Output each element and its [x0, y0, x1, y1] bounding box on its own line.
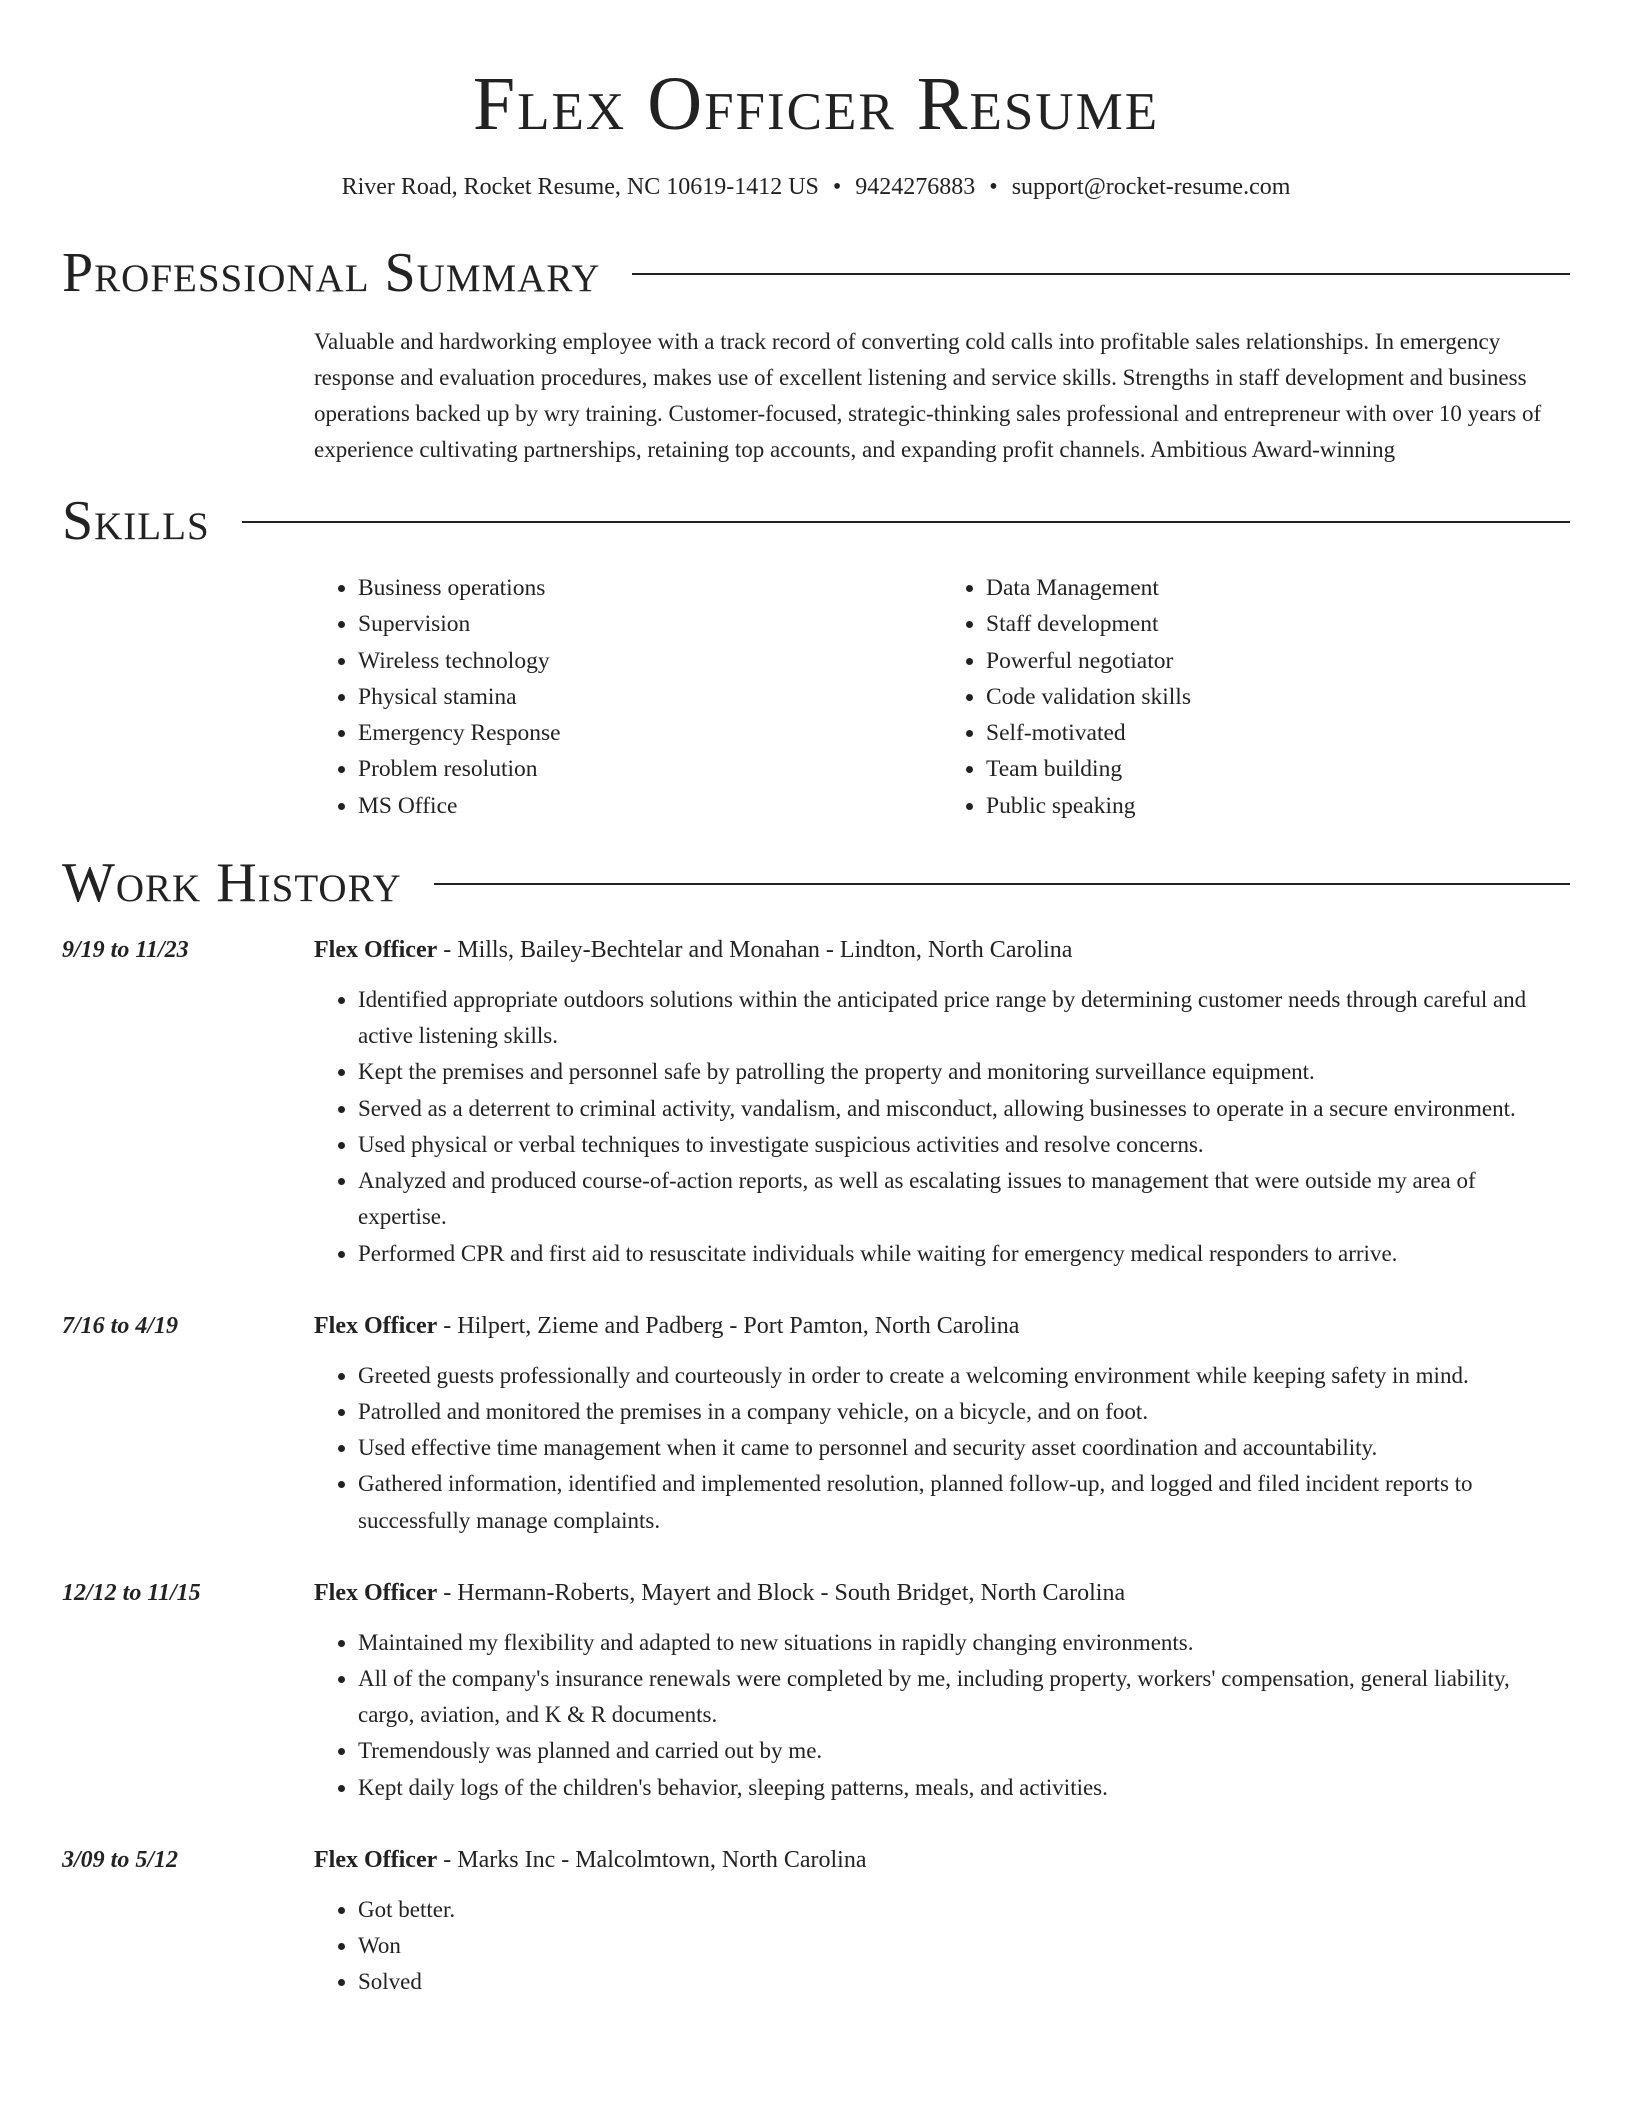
job-entry	[62, 1308, 1570, 1539]
job-bullet: • Performed CPR and first aid to resuscitate individuals while waiting for emergency medical responders to arrive.	[358, 1236, 1570, 1272]
job-body	[314, 1575, 1570, 1806]
job-body	[314, 932, 1570, 1272]
job-company: - Mills, Bailey-Bechtelar and Monahan - Lindton, North Carolina	[437, 937, 1073, 964]
job-bullet: • Tremendously was planned and carried out by me.	[358, 1733, 1570, 1769]
skill-item: • Problem resolution	[358, 751, 942, 787]
job-bullet: • Solved	[358, 1964, 1570, 2000]
job-bullets	[314, 982, 1570, 1272]
job-dates: 9/19 to 11/23	[62, 937, 189, 964]
job-title-line	[314, 1842, 1570, 1878]
skill-item: • Self-motivated	[986, 715, 1570, 751]
job-bullet: • Used physical or verbal techniques to investigate suspicious activities and resolve concerns.	[358, 1127, 1570, 1163]
job-body	[314, 1308, 1570, 1539]
job-title-line	[314, 1308, 1570, 1344]
resume-title: Flex Officer Resume	[472, 62, 1160, 146]
contact-email[interactable]: support@rocket-resume.com	[1011, 174, 1291, 200]
contact-phone: 9424276883	[855, 174, 976, 200]
skills-column-right	[942, 570, 1570, 824]
job-company: - Hermann-Roberts, Mayert and Block - South Bridget, North Carolina	[437, 1579, 1126, 1606]
summary-heading: Professional Summary	[62, 242, 601, 304]
section-divider	[434, 883, 1570, 885]
job-entry	[62, 1575, 1570, 1806]
skill-item: • Supervision	[358, 606, 942, 642]
skills-column-left	[314, 570, 942, 824]
work-heading: Work History	[62, 852, 402, 915]
skills-heading: Skills	[62, 490, 210, 552]
skill-item: • Team building	[986, 751, 1570, 787]
job-bullet: • Got better.	[358, 1892, 1570, 1928]
job-bullets	[314, 1358, 1570, 1539]
skill-item: • Physical stamina	[358, 679, 942, 715]
job-company: - Marks Inc - Malcolmtown, North Carolina	[437, 1846, 867, 1873]
skill-item: • Wireless technology	[358, 643, 942, 679]
job-bullet: • Greeted guests professionally and courteously in order to create a welcoming environment while keeping safety in mind.	[358, 1358, 1570, 1394]
job-bullet: • Kept daily logs of the children's behavior, sleeping patterns, meals, and activities.	[358, 1770, 1570, 1806]
job-bullet: • Used effective time management when it came to personnel and security asset coordination and accountability.	[358, 1430, 1570, 1466]
section-divider	[242, 521, 1570, 523]
job-bullet: • Kept the premises and personnel safe by patrolling the property and monitoring surveillance equipment.	[358, 1054, 1570, 1090]
skill-item: • Public speaking	[986, 788, 1570, 824]
job-bullets	[314, 1892, 1570, 2001]
job-role: Flex Officer	[314, 937, 438, 964]
job-role: Flex Officer	[314, 1579, 438, 1606]
job-entry	[62, 932, 1570, 1272]
skills-section-header	[62, 490, 1570, 552]
contact-separator: •	[989, 174, 998, 200]
job-bullet: • All of the company's insurance renewals were completed by me, including property, workers' compensation, general liability, cargo, aviation, and K & R documents.	[358, 1661, 1570, 1733]
job-bullet: • Won	[358, 1928, 1570, 1964]
job-bullet: • Served as a deterrent to criminal activity, vandalism, and misconduct, allowing businesses to operate in a secure environment.	[358, 1091, 1570, 1127]
skill-item: • MS Office	[358, 788, 942, 824]
job-entry	[62, 1842, 1570, 2001]
skill-item: • Code validation skills	[986, 679, 1570, 715]
contact-line	[62, 172, 1570, 202]
job-bullets	[314, 1625, 1570, 1806]
job-body	[314, 1842, 1570, 2001]
job-dates: 12/12 to 11/15	[62, 1579, 201, 1606]
job-bullet: • Gathered information, identified and implemented resolution, planned follow-up, and logged and filed incident reports to successfully manage complaints.	[358, 1466, 1570, 1538]
job-bullet: • Patrolled and monitored the premises in a company vehicle, on a bicycle, and on foot.	[358, 1394, 1570, 1430]
job-title-line	[314, 932, 1570, 968]
skills-list	[314, 570, 1570, 824]
contact-address: River Road, Rocket Resume, NC 10619-1412 US	[341, 174, 819, 200]
job-title-line	[314, 1575, 1570, 1611]
summary-text: Valuable and hardworking employee with a track record of converting cold calls into profitable sales relationships. In emergency response and evaluation procedures, makes use of excellent listening and service skills. Strengths in staff development and business operations backed up by wry training. Customer-focused, strategic-thinking sales professional and entrepreneur with over 10 years of experience cultivating partnerships, retaining top accounts, and expanding profit channels. Ambitious Award-winning	[314, 329, 1542, 462]
job-bullet: • Analyzed and produced course-of-action reports, as well as escalating issues to management that were outside my area of expertise.	[358, 1163, 1570, 1235]
job-bullet: • Maintained my flexibility and adapted to new situations in rapidly changing environments.	[358, 1625, 1570, 1661]
skill-item: • Emergency Response	[358, 715, 942, 751]
job-company: - Hilpert, Zieme and Padberg - Port Pamton, North Carolina	[437, 1312, 1020, 1339]
section-divider	[632, 273, 1570, 275]
skill-item: • Business operations	[358, 570, 942, 606]
job-bullet: • Identified appropriate outdoors solutions within the anticipated price range by determining customer needs through careful and active listening skills.	[358, 982, 1570, 1054]
skill-item: • Powerful negotiator	[986, 643, 1570, 679]
skill-item: • Staff development	[986, 606, 1570, 642]
summary-section-header	[62, 242, 1570, 304]
job-role: Flex Officer	[314, 1846, 438, 1873]
job-role: Flex Officer	[314, 1312, 438, 1339]
contact-separator: •	[832, 174, 842, 200]
work-section-header	[62, 852, 1570, 914]
job-dates: 3/09 to 5/12	[62, 1846, 179, 1873]
job-dates: 7/16 to 4/19	[62, 1312, 179, 1339]
skill-item: • Data Management	[986, 570, 1570, 606]
